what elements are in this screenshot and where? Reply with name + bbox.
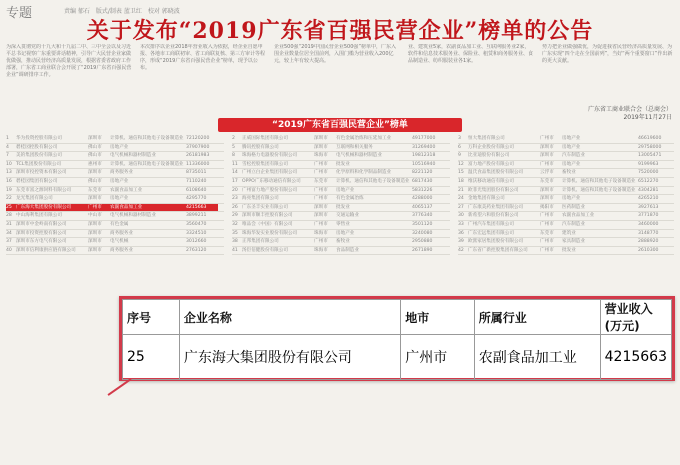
ranking-row: 32 唯品会（中国）有限公司 广州市 零售业 3501120 (232, 221, 450, 230)
ranking-row: 31 深圳市中金岭南有限公司 深圳市 有色金属 3560470 (6, 221, 224, 230)
headline: 关于发布“2019广东省百强民营企业”榜单的公告 (86, 18, 594, 44)
ranking-row: 27 广东康美药业集团有限公司 揭阳市 医药制造业 3927613 (458, 204, 674, 213)
ranking-row: 8 珠海格力电器股份有限公司 珠海市 电气机械和器材制造业 19812318 (232, 152, 450, 161)
header-name: 企业名称 (179, 300, 400, 335)
ranking-row: 4 碧桂园控股有限公司 佛山市 房地产业 37907900 (6, 144, 224, 153)
zoom-data-row (123, 335, 672, 380)
ranking-row: 19 东莞市富之源饲料有限公司 东莞市 农副食品加工业 6108640 (6, 187, 224, 196)
intro-column-4: 业、建筑业5家，农副食品加工业、互联网服务业2家，软件和信息技术服务业、保险业、租赁和商务服务业、食品制造业、纺织服装业各1家。 (408, 44, 534, 64)
signoff-org: 广东省工商业联合会（总商会） (587, 106, 672, 113)
credits-line: 责编 郁石 版式/制表 蓝卫红 校对 郭晓波 (64, 8, 180, 15)
signoff-date: 2019年11月27日 (623, 114, 672, 121)
ranking-row: 25 广东海大集团股份有限公司 广州市 农副食品加工业 4215663 (6, 204, 224, 213)
ranking-row: 1 华为投资控股有限公司 深圳市 计算机、通信和其他电子设备制造业 72120200 (6, 135, 224, 144)
ranking-row: 13 深圳市投控资本有限公司 深圳市 商务服务业 8735011 (6, 169, 224, 178)
intro-column-2: 本次排序以企业2018年营业收入为依据，经企业自愿申报、各地市工商联初审、省工商联复核、第三方审计等程序，形成“2019广东省百强民营企业”榜单，现予以公布。 (140, 44, 266, 71)
intro-column-5: 势力把企业做强做优，为促进我省民营经济高质量发展、为广东实现“四个走在全国前列”，当好“两个重要窗口”作出新的更大贡献。 (542, 44, 673, 64)
ranking-row: 22 龙光集团有限公司 深圳市 房地产业 4295770 (6, 195, 224, 204)
ranking-row: 38 正邦集团有限公司 广州市 畜牧业 2950880 (232, 238, 450, 247)
list-banner: “2019广东省百强民营企业”榜单 (218, 118, 462, 132)
ranking-row: 24 金地集团有限公司 深圳市 房地产业 4265210 (458, 195, 674, 204)
zoom-header-row (123, 300, 672, 335)
intro-column-3: 企业500强“2019中国民营企业500强”榜单中，广东入围企业数量位居全国前列，入围门槛为营业收入200亿元，较上年有较大提高。 (274, 44, 396, 64)
zoomed-entry-callout (119, 296, 675, 381)
header-city: 地市 (401, 300, 475, 335)
cell-rank: 25 (123, 335, 180, 380)
ranking-row: 3 恒大集团有限公司 广州市 房地产业 46619600 (458, 135, 674, 144)
ranking-row: 30 新希望六和股份有限公司 广州市 农副食品加工业 3771870 (458, 212, 674, 221)
ranking-row: 16 碧桂园集团有限公司 佛山市 房地产业 7110240 (6, 178, 224, 187)
ranking-row: 35 珠海华发实业股份有限公司 珠海市 房地产业 3240080 (232, 230, 450, 239)
ranking-row: 15 温氏食品集团股份有限公司 云浮市 畜牧业 7520000 (458, 169, 674, 178)
ranking-row: 23 海亮集团有限公司 广州市 有色金属冶炼 4288000 (232, 195, 450, 204)
ranking-row: 36 广东宏远集团有限公司 东莞市 建筑业 3148770 (458, 230, 674, 239)
ranking-row: 10 TCL集团股份有限公司 惠州市 计算机、通信和其他电子设备制造业 11336000 (6, 161, 224, 170)
header-rank: 序号 (123, 300, 180, 335)
ranking-row: 28 中山海利集团有限公司 中山市 电气机械和器材制造业 3899211 (6, 212, 224, 221)
section-label: 专题 (6, 6, 33, 21)
cell-city: 广州市 (401, 335, 475, 380)
ranking-row: 17 OPPO广东移动通信有限公司 东莞市 计算机、通信和其他电子设备制造业 6817430 (232, 178, 450, 187)
ranking-row: 5 腾讯控股有限公司 深圳市 互联网和相关服务 31269400 (232, 144, 450, 153)
ranking-row: 40 深圳市信利康供应链有限公司 深圳市 商务服务业 2763120 (6, 247, 224, 256)
ranking-row: 33 广州汽车集团有限公司 广州市 汽车制造业 3460000 (458, 221, 674, 230)
ranking-row: 20 广州富力地产股份有限公司 广州市 房地产业 5831226 (232, 187, 450, 196)
ranking-row: 37 深圳市东方电气有限公司 深圳市 电气机械 3012660 (6, 238, 224, 247)
ranking-row: 18 维沃移动通信有限公司 东莞市 计算机、通信和其他电子设备制造业 6512270 (458, 178, 674, 187)
zoomed-entry-table (122, 299, 672, 380)
ranking-row: 7 美的集团股份有限公司 佛山市 电气机械和器材制造业 26181983 (6, 152, 224, 161)
ranking-row: 26 广东圣丰实业有限公司 深圳市 批发业 4065137 (232, 204, 450, 213)
cell-revenue: 4215663 (600, 335, 671, 380)
ranking-row: 11 雪松控股集团有限公司 广州市 批发业 10516940 (232, 161, 450, 170)
ranking-row: 29 深圳市顺丰控股有限公司 深圳市 交通运输业 3776340 (232, 212, 450, 221)
ranking-row: 14 广州立白企业集团有限公司 广州市 化学原料和化学制品制造业 8221120 (232, 169, 450, 178)
ranking-row: 2 正威国际集团有限公司 深圳市 有色金属冶炼和压延加工业 49177000 (232, 135, 450, 144)
header-industry: 所属行业 (474, 300, 600, 335)
header-revenue: 营业收入(万元) (600, 300, 671, 335)
ranking-row: 9 比亚迪股份有限公司 深圳市 汽车制造业 13005471 (458, 152, 674, 161)
ranking-row: 12 富力地产股份有限公司 广州市 房地产业 9199963 (458, 161, 674, 170)
cell-industry: 农副食品加工业 (474, 335, 600, 380)
cell-name: 广东海大集团股份有限公司 (179, 335, 400, 380)
ranking-row: 34 深圳市投资控股有限公司 深圳市 商务服务业 3324510 (6, 230, 224, 239)
signoff (588, 106, 672, 122)
ranking-row: 39 欧派家居集团股份有限公司 广州市 家具制造业 2888920 (458, 238, 674, 247)
ranking-row: 42 广东省广新控股集团有限公司 广州市 批发业 2610300 (458, 247, 674, 256)
ranking-row: 21 欧菲光集团股份有限公司 深圳市 计算机、通信和其他电子设备制造业 4304281 (458, 187, 674, 196)
ranking-row: 41 汤臣倍健股份有限公司 珠海市 食品制造业 2671890 (232, 247, 450, 256)
ranking-row: 6 万科企业股份有限公司 深圳市 房地产业 29758000 (458, 144, 674, 153)
intro-column-1: 为深入贯彻党的十九大和十九届二中、三中全会以及习近平总书记视察广东重要讲话精神，引导广大民营企业家做优做强，推动民营经济高质量发展，根据省委省政府工作部署，广东省工商业联合会开展了“2019广东省百强民营企业”调研排序工作。 (6, 44, 132, 78)
